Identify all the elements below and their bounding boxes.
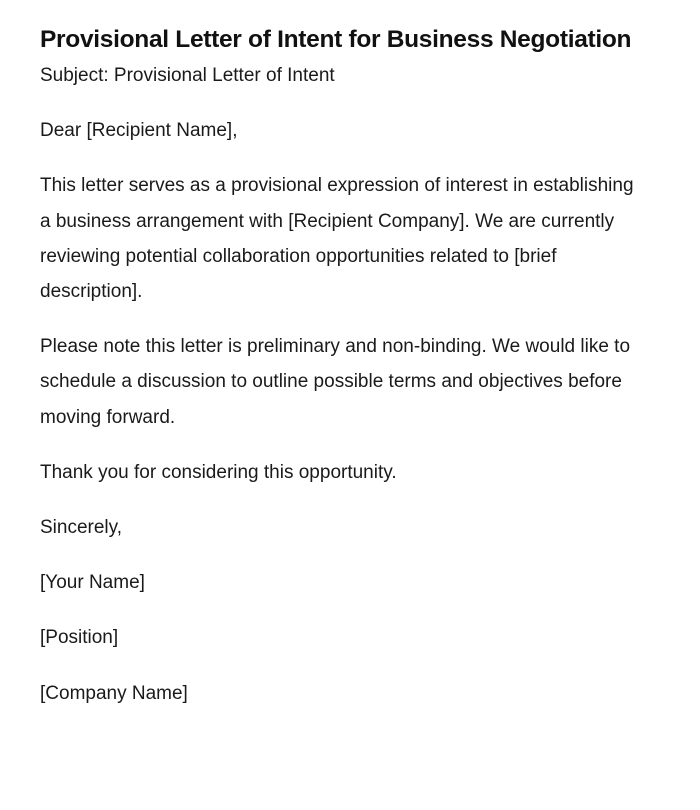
body-paragraph-non-binding: Please note this letter is preliminary and non-binding. We would like to schedule a discussion to outline possible terms and objectives before moving forward.	[40, 336, 631, 428]
body-paragraph-interest: This letter serves as a provisional expression of interest in establishing a business arrangement with [Recipient Company]. We are currently reviewing potential collaboration opportunities related to [brief description].	[40, 175, 634, 303]
salutation: Dear [Recipient Name],	[40, 120, 238, 142]
body-paragraph-thanks: Thank you for considering this opportunity.	[40, 461, 397, 483]
signature-name: [Your Name]	[40, 572, 145, 594]
signature-position: [Position]	[40, 627, 119, 649]
signature-company: [Company Name]	[40, 682, 188, 704]
subject-line: Subject: Provisional Letter of Intent	[40, 65, 335, 86]
letter-document	[40, 18, 640, 711]
closing: Sincerely,	[40, 517, 123, 539]
document-title: Provisional Letter of Intent for Business Negotiation	[40, 26, 632, 53]
